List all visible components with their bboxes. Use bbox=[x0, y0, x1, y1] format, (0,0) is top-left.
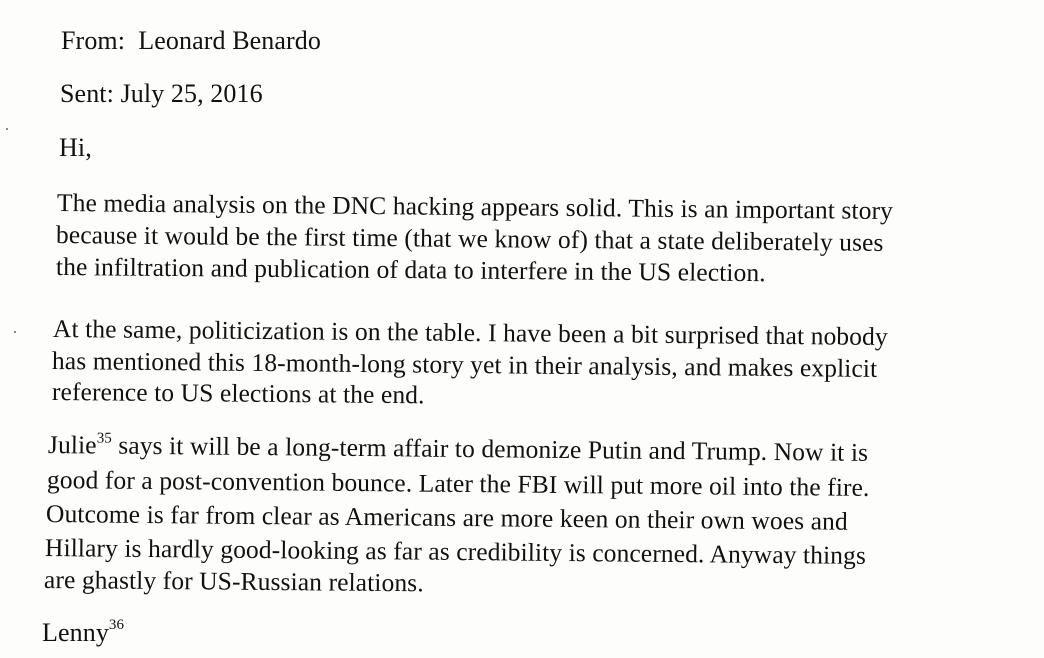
paragraph-3-line-4: Hillary is hardly good-looking as far as credibility is concerned. Anyway things bbox=[44, 533, 867, 570]
from-value: Leonard Benardo bbox=[138, 26, 321, 55]
signature-name: Lenny bbox=[42, 618, 109, 647]
sent-label: Sent: bbox=[60, 79, 114, 108]
footnote-35: 35 bbox=[96, 429, 113, 447]
greeting: Hi, bbox=[59, 133, 92, 162]
paragraph-2-line-2: has mentioned this 18-month-long story yet in their analysis, and makes explicit bbox=[51, 346, 878, 383]
mention-julie: Julie bbox=[47, 430, 97, 460]
sent-value: July 25, 2016 bbox=[120, 79, 263, 108]
footnote-36: 36 bbox=[108, 617, 125, 634]
paragraph-1-line-3: the infiltration and publication of data to interfere in the US election. bbox=[55, 252, 766, 288]
paragraph-2-line-3: reference to US elections at the end. bbox=[51, 377, 425, 410]
paragraph-3-line-2: good for a post-convention bounce. Later the FBI will put more oil into the fire. bbox=[46, 465, 870, 502]
paragraph-3-line-3: Outcome is far from clear as Americans are more keen on their own woes and bbox=[45, 499, 848, 536]
from-line bbox=[61, 27, 321, 55]
sent-line bbox=[60, 80, 263, 108]
paragraph-1-line-1: The media analysis on the DNC hacking appears solid. This is an important story bbox=[56, 188, 894, 226]
scan-speck bbox=[14, 331, 16, 333]
paragraph-2-line-1: At the same, politicization is on the table. I have been a bit surprised that nobody bbox=[52, 314, 888, 352]
signature bbox=[42, 619, 124, 647]
paragraph-1-line-2: because it would be the first time (that we know of) that a state deliberately uses bbox=[55, 220, 884, 257]
from-label: From: bbox=[61, 26, 126, 55]
paragraph-3-line-5: are ghastly for US-Russian relations. bbox=[43, 565, 424, 598]
paragraph-3-line-1-rest: says it will be a long-term affair to demonize Putin and Trump. Now it is bbox=[111, 430, 869, 467]
paragraph-3-line-1 bbox=[48, 431, 868, 467]
scan-speck bbox=[6, 128, 8, 130]
